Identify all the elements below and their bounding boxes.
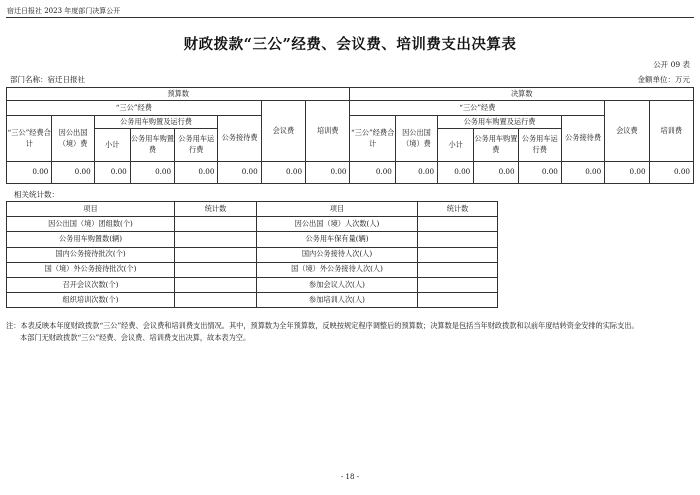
final-value: 0.00 (605, 162, 649, 184)
stats-item-header: 项目 (7, 202, 175, 217)
notes (6, 320, 694, 344)
meeting-fee-header: 会议费 (605, 101, 649, 162)
stats-value (418, 262, 498, 277)
abroad-fee-header: 因公出国（境）费 (395, 116, 437, 162)
document-title: 财政拨款“三公”经费、会议费、培训费支出决算表 (183, 36, 517, 53)
training-fee-header: 培训费 (649, 101, 693, 162)
vehicle-fee-header: 公务用车购置及运行费 (94, 116, 218, 129)
final-header: 决算数 (350, 88, 694, 101)
vehicle-running-header: 公务用车运行费 (518, 129, 561, 162)
stats-value (175, 262, 257, 277)
budget-value: 0.00 (130, 162, 174, 184)
stats-value (175, 247, 257, 262)
three-public-header: “三公”经费 (7, 101, 262, 116)
three-public-total-header: “三公”经费合计 (7, 116, 52, 162)
stats-item: 国内公务接待人次(人) (257, 247, 418, 262)
budget-value: 0.00 (52, 162, 94, 184)
document-header: 宿迁日报社 2023 年度部门决算公开 (7, 7, 121, 15)
final-value: 0.00 (561, 162, 604, 184)
subtotal-header: 小计 (94, 129, 130, 162)
stats-count-header: 统计数 (418, 202, 498, 217)
stats-value (418, 232, 498, 247)
budget-value: 0.00 (175, 162, 218, 184)
vehicle-fee-header: 公务用车购置及运行费 (438, 116, 562, 129)
header-divider (6, 17, 694, 18)
stats-value (418, 293, 498, 308)
department-name: 部门名称：宿迁日报社 (10, 75, 85, 84)
meeting-fee-header: 会议费 (261, 101, 305, 162)
abroad-fee-header: 因公出国（境）费 (52, 116, 94, 162)
budget-header: 预算数 (7, 88, 350, 101)
vehicle-running-header: 公务用车运行费 (175, 129, 218, 162)
stats-item: 国（境）外公务接待批次(个) (7, 262, 175, 277)
reception-fee-header: 公务接待费 (218, 116, 261, 162)
budget-value: 0.00 (94, 162, 130, 184)
stats-item: 国（境）外公务接待人次(人) (257, 262, 418, 277)
final-value: 0.00 (649, 162, 693, 184)
table-number: 公开 09 表 (653, 60, 690, 69)
subtotal-header: 小计 (438, 129, 474, 162)
stats-label: 相关统计数： (14, 190, 59, 199)
expenditure-table (6, 87, 694, 184)
note-empty-statement: 本部门无财政拨款“三公”经费、会议费、培训费支出决算，故本表为空。 (20, 333, 251, 342)
three-public-total-header: “三公”经费合计 (350, 116, 395, 162)
budget-value: 0.00 (261, 162, 305, 184)
stats-value (418, 277, 498, 292)
stats-item: 因公出国（境）团组数(个) (7, 217, 175, 232)
final-value: 0.00 (518, 162, 561, 184)
stats-item: 公务用车保有量(辆) (257, 232, 418, 247)
stats-table (6, 201, 498, 308)
stats-item: 公务用车购置数(辆) (7, 232, 175, 247)
reception-fee-header: 公务接待费 (561, 116, 604, 162)
stats-item: 参加培训人次(人) (257, 293, 418, 308)
final-value: 0.00 (438, 162, 474, 184)
final-value: 0.00 (474, 162, 518, 184)
stats-value (175, 277, 257, 292)
stats-item: 组织培训次数(个) (7, 293, 175, 308)
vehicle-purchase-header: 公务用车购置费 (130, 129, 174, 162)
stats-item: 参加会议人次(人) (257, 277, 418, 292)
stats-value (418, 217, 498, 232)
stats-value (175, 232, 257, 247)
stats-item: 国内公务接待批次(个) (7, 247, 175, 262)
budget-value: 0.00 (7, 162, 52, 184)
page-number: - 18 - (340, 473, 360, 481)
stats-value (418, 247, 498, 262)
budget-value: 0.00 (306, 162, 350, 184)
final-value: 0.00 (395, 162, 437, 184)
training-fee-header: 培训费 (306, 101, 350, 162)
final-value: 0.00 (350, 162, 395, 184)
stats-count-header: 统计数 (175, 202, 257, 217)
stats-item-header: 项目 (257, 202, 418, 217)
stats-value (175, 217, 257, 232)
stats-item: 召开会议次数(个) (7, 277, 175, 292)
three-public-header: “三公”经费 (350, 101, 605, 116)
vehicle-purchase-header: 公务用车购置费 (474, 129, 518, 162)
budget-value: 0.00 (218, 162, 261, 184)
stats-item: 因公出国（境）人次数(人) (257, 217, 418, 232)
amount-unit: 金额单位：万元 (637, 75, 690, 84)
note-explanation: 注：本表反映本年度财政拨款“三公”经费、会议费和培训费支出情况。其中，预算数为全年预算数，反映按规定程序调整后的预算数；决算数是包括当年财政拨款和以前年度结转资金安排的实际支出。 (6, 321, 639, 330)
stats-value (175, 293, 257, 308)
